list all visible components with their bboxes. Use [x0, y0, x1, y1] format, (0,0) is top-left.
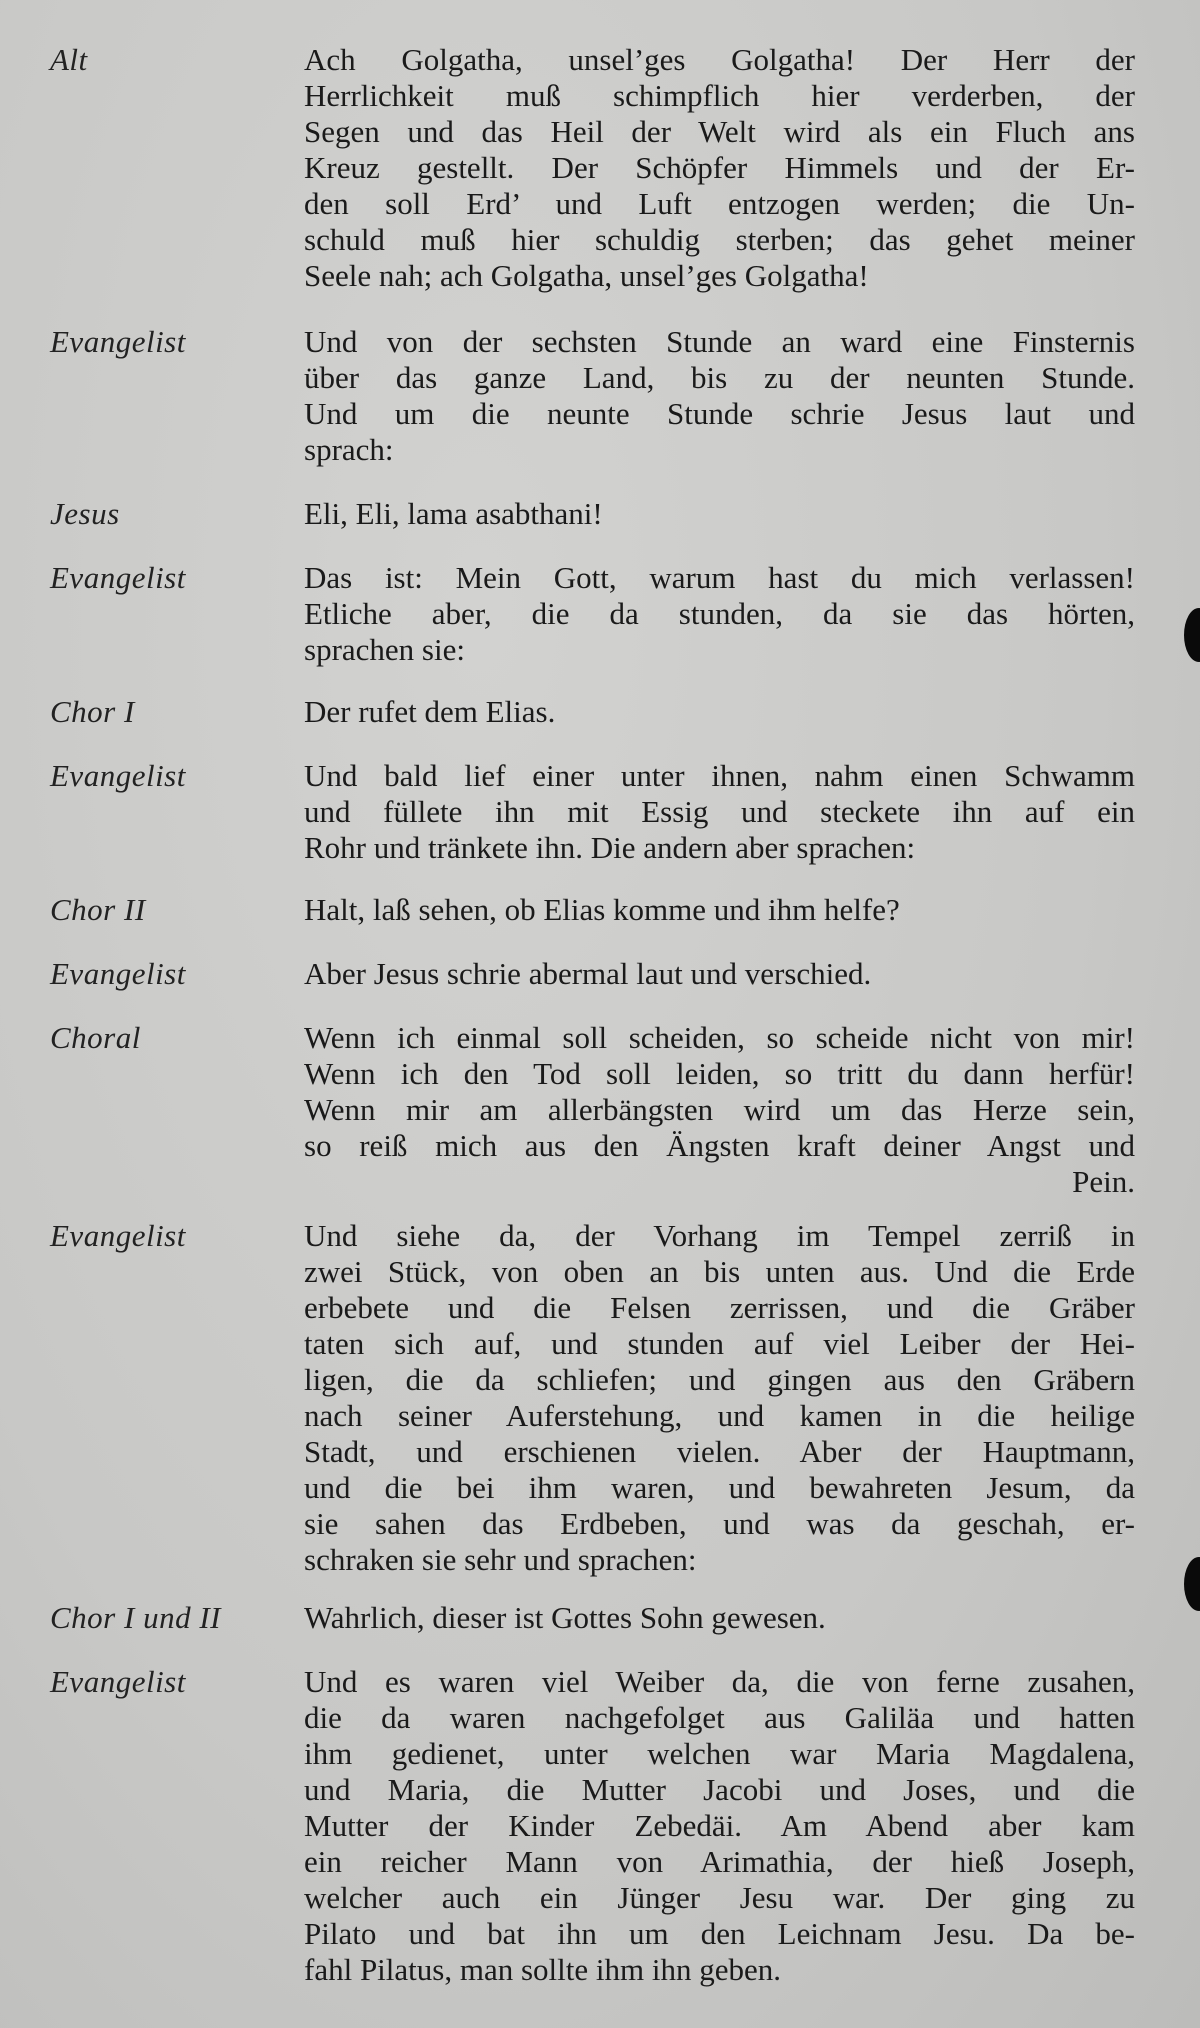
text-line: Der rufet dem Elias.	[304, 694, 556, 729]
libretto-entry	[50, 758, 1135, 866]
text-line: ein reicher Mann von Arimathia, der hieß Joseph,	[304, 1844, 1135, 1879]
binding-hole-upper	[1184, 608, 1200, 662]
text-line: erbebete und die Felsen zerrissen, und die Gräber	[304, 1290, 1135, 1325]
text-line: taten sich auf, und stunden auf viel Leiber der Hei-	[304, 1326, 1135, 1361]
speaker-label: Chor I	[50, 694, 135, 729]
libretto-entry	[50, 1020, 1135, 1200]
text-line: Herrlichkeit muß schimpflich hier verderben, der	[304, 78, 1135, 113]
entry-text	[304, 324, 1135, 468]
entry-text	[304, 496, 1135, 532]
entry-text	[304, 1600, 1135, 1636]
text-line: so reiß mich aus den Ängsten kraft deiner Angst und	[304, 1128, 1135, 1163]
libretto-entry	[50, 892, 1135, 928]
entry-text	[304, 956, 1135, 992]
text-line: sie sahen das Erdbeben, und was da geschah, er-	[304, 1506, 1135, 1541]
entry-text	[304, 42, 1135, 294]
text-line: Wenn ich einmal soll scheiden, so scheide nicht von mir!	[304, 1020, 1135, 1055]
text-line: Und es waren viel Weiber da, die von ferne zusahen,	[304, 1664, 1135, 1699]
text-line: Wahrlich, dieser ist Gottes Sohn gewesen.	[304, 1600, 826, 1635]
entry-text	[304, 1664, 1135, 1988]
speaker-label: Alt	[50, 42, 88, 77]
speaker-label: Choral	[50, 1020, 141, 1055]
text-line: sprachen sie:	[304, 632, 465, 667]
text-line: über das ganze Land, bis zu der neunten Stunde.	[304, 360, 1135, 395]
text-line: Halt, laß sehen, ob Elias komme und ihm helfe?	[304, 892, 900, 927]
text-line: welcher auch ein Jünger Jesu war. Der ging zu	[304, 1880, 1135, 1915]
text-line: Und bald lief einer unter ihnen, nahm einen Schwamm	[304, 758, 1135, 793]
text-line: zwei Stück, von oben an bis unten aus. Und die Erde	[304, 1254, 1135, 1289]
speaker-label: Evangelist	[50, 758, 186, 793]
text-line: Eli, Eli, lama asabthani!	[304, 496, 603, 531]
speaker-label: Evangelist	[50, 560, 186, 595]
speaker-label: Evangelist	[50, 324, 186, 359]
entry-text	[304, 560, 1135, 668]
text-line: Seele nah; ach Golgatha, unsel’ges Golgatha!	[304, 258, 869, 293]
text-line: Wenn ich den Tod soll leiden, so tritt du dann herfür!	[304, 1056, 1135, 1091]
text-line: und füllete ihn mit Essig und steckete ihn auf ein	[304, 794, 1135, 829]
speaker-label: Jesus	[50, 496, 120, 531]
text-line: schuld muß hier schuldig sterben; das gehet meiner	[304, 222, 1135, 257]
entry-text	[304, 1020, 1135, 1200]
libretto-entry	[50, 694, 1135, 730]
text-line: die da waren nachgefolget aus Galiläa und hatten	[304, 1700, 1135, 1735]
text-line: Pilato und bat ihn um den Leichnam Jesu. Da be-	[304, 1916, 1135, 1951]
entry-text	[304, 758, 1135, 866]
text-line: Segen und das Heil der Welt wird als ein Fluch ans	[304, 114, 1135, 149]
text-line: Stadt, und erschienen vielen. Aber der Hauptmann,	[304, 1434, 1135, 1469]
speaker-label: Evangelist	[50, 1664, 186, 1699]
text-line: Kreuz gestellt. Der Schöpfer Himmels und der Er-	[304, 150, 1135, 185]
text-line: Aber Jesus schrie abermal laut und verschied.	[304, 956, 872, 991]
text-line: Wenn mir am allerbängsten wird um das Herze sein,	[304, 1092, 1135, 1127]
text-line: ihm gedienet, unter welchen war Maria Magdalena,	[304, 1736, 1135, 1771]
text-line: und die bei ihm waren, und bewahreten Jesum, da	[304, 1470, 1135, 1505]
text-line: den soll Erd’ und Luft entzogen werden; die Un-	[304, 186, 1135, 221]
text-line: ligen, die da schliefen; und gingen aus den Gräbern	[304, 1362, 1135, 1397]
text-line: Rohr und tränkete ihn. Die andern aber sprachen:	[304, 830, 916, 865]
libretto-entry	[50, 1664, 1135, 1988]
text-line: nach seiner Auferstehung, und kamen in die heilige	[304, 1398, 1135, 1433]
speaker-label: Evangelist	[50, 956, 186, 991]
libretto-entry	[50, 956, 1135, 992]
binding-hole-lower	[1184, 1557, 1200, 1611]
speaker-label: Evangelist	[50, 1218, 186, 1253]
libretto-entry	[50, 560, 1135, 668]
text-line: und Maria, die Mutter Jacobi und Joses, und die	[304, 1772, 1135, 1807]
text-line: Ach Golgatha, unsel’ges Golgatha! Der Herr der	[304, 42, 1135, 77]
libretto-entry	[50, 42, 1135, 294]
text-line: Pein.	[1072, 1164, 1135, 1199]
libretto-entry	[50, 1218, 1135, 1578]
text-line: sprach:	[304, 432, 394, 467]
entry-text	[304, 892, 1135, 928]
text-line: Das ist: Mein Gott, warum hast du mich verlassen!	[304, 560, 1135, 595]
text-line: Und von der sechsten Stunde an ward eine Finsternis	[304, 324, 1135, 359]
text-line: schraken sie sehr und sprachen:	[304, 1542, 697, 1577]
text-line: Und siehe da, der Vorhang im Tempel zerriß in	[304, 1218, 1135, 1253]
text-line: Mutter der Kinder Zebedäi. Am Abend aber kam	[304, 1808, 1135, 1843]
entry-text	[304, 1218, 1135, 1578]
libretto-entry	[50, 496, 1135, 532]
speaker-label: Chor I und II	[50, 1600, 221, 1635]
libretto-entry	[50, 1600, 1135, 1636]
text-line: Und um die neunte Stunde schrie Jesus laut und	[304, 396, 1135, 431]
speaker-label: Chor II	[50, 892, 146, 927]
entry-text	[304, 694, 1135, 730]
libretto-entry	[50, 324, 1135, 468]
text-line: fahl Pilatus, man sollte ihm ihn geben.	[304, 1952, 781, 1987]
text-line: Etliche aber, die da stunden, da sie das hörten,	[304, 596, 1135, 631]
